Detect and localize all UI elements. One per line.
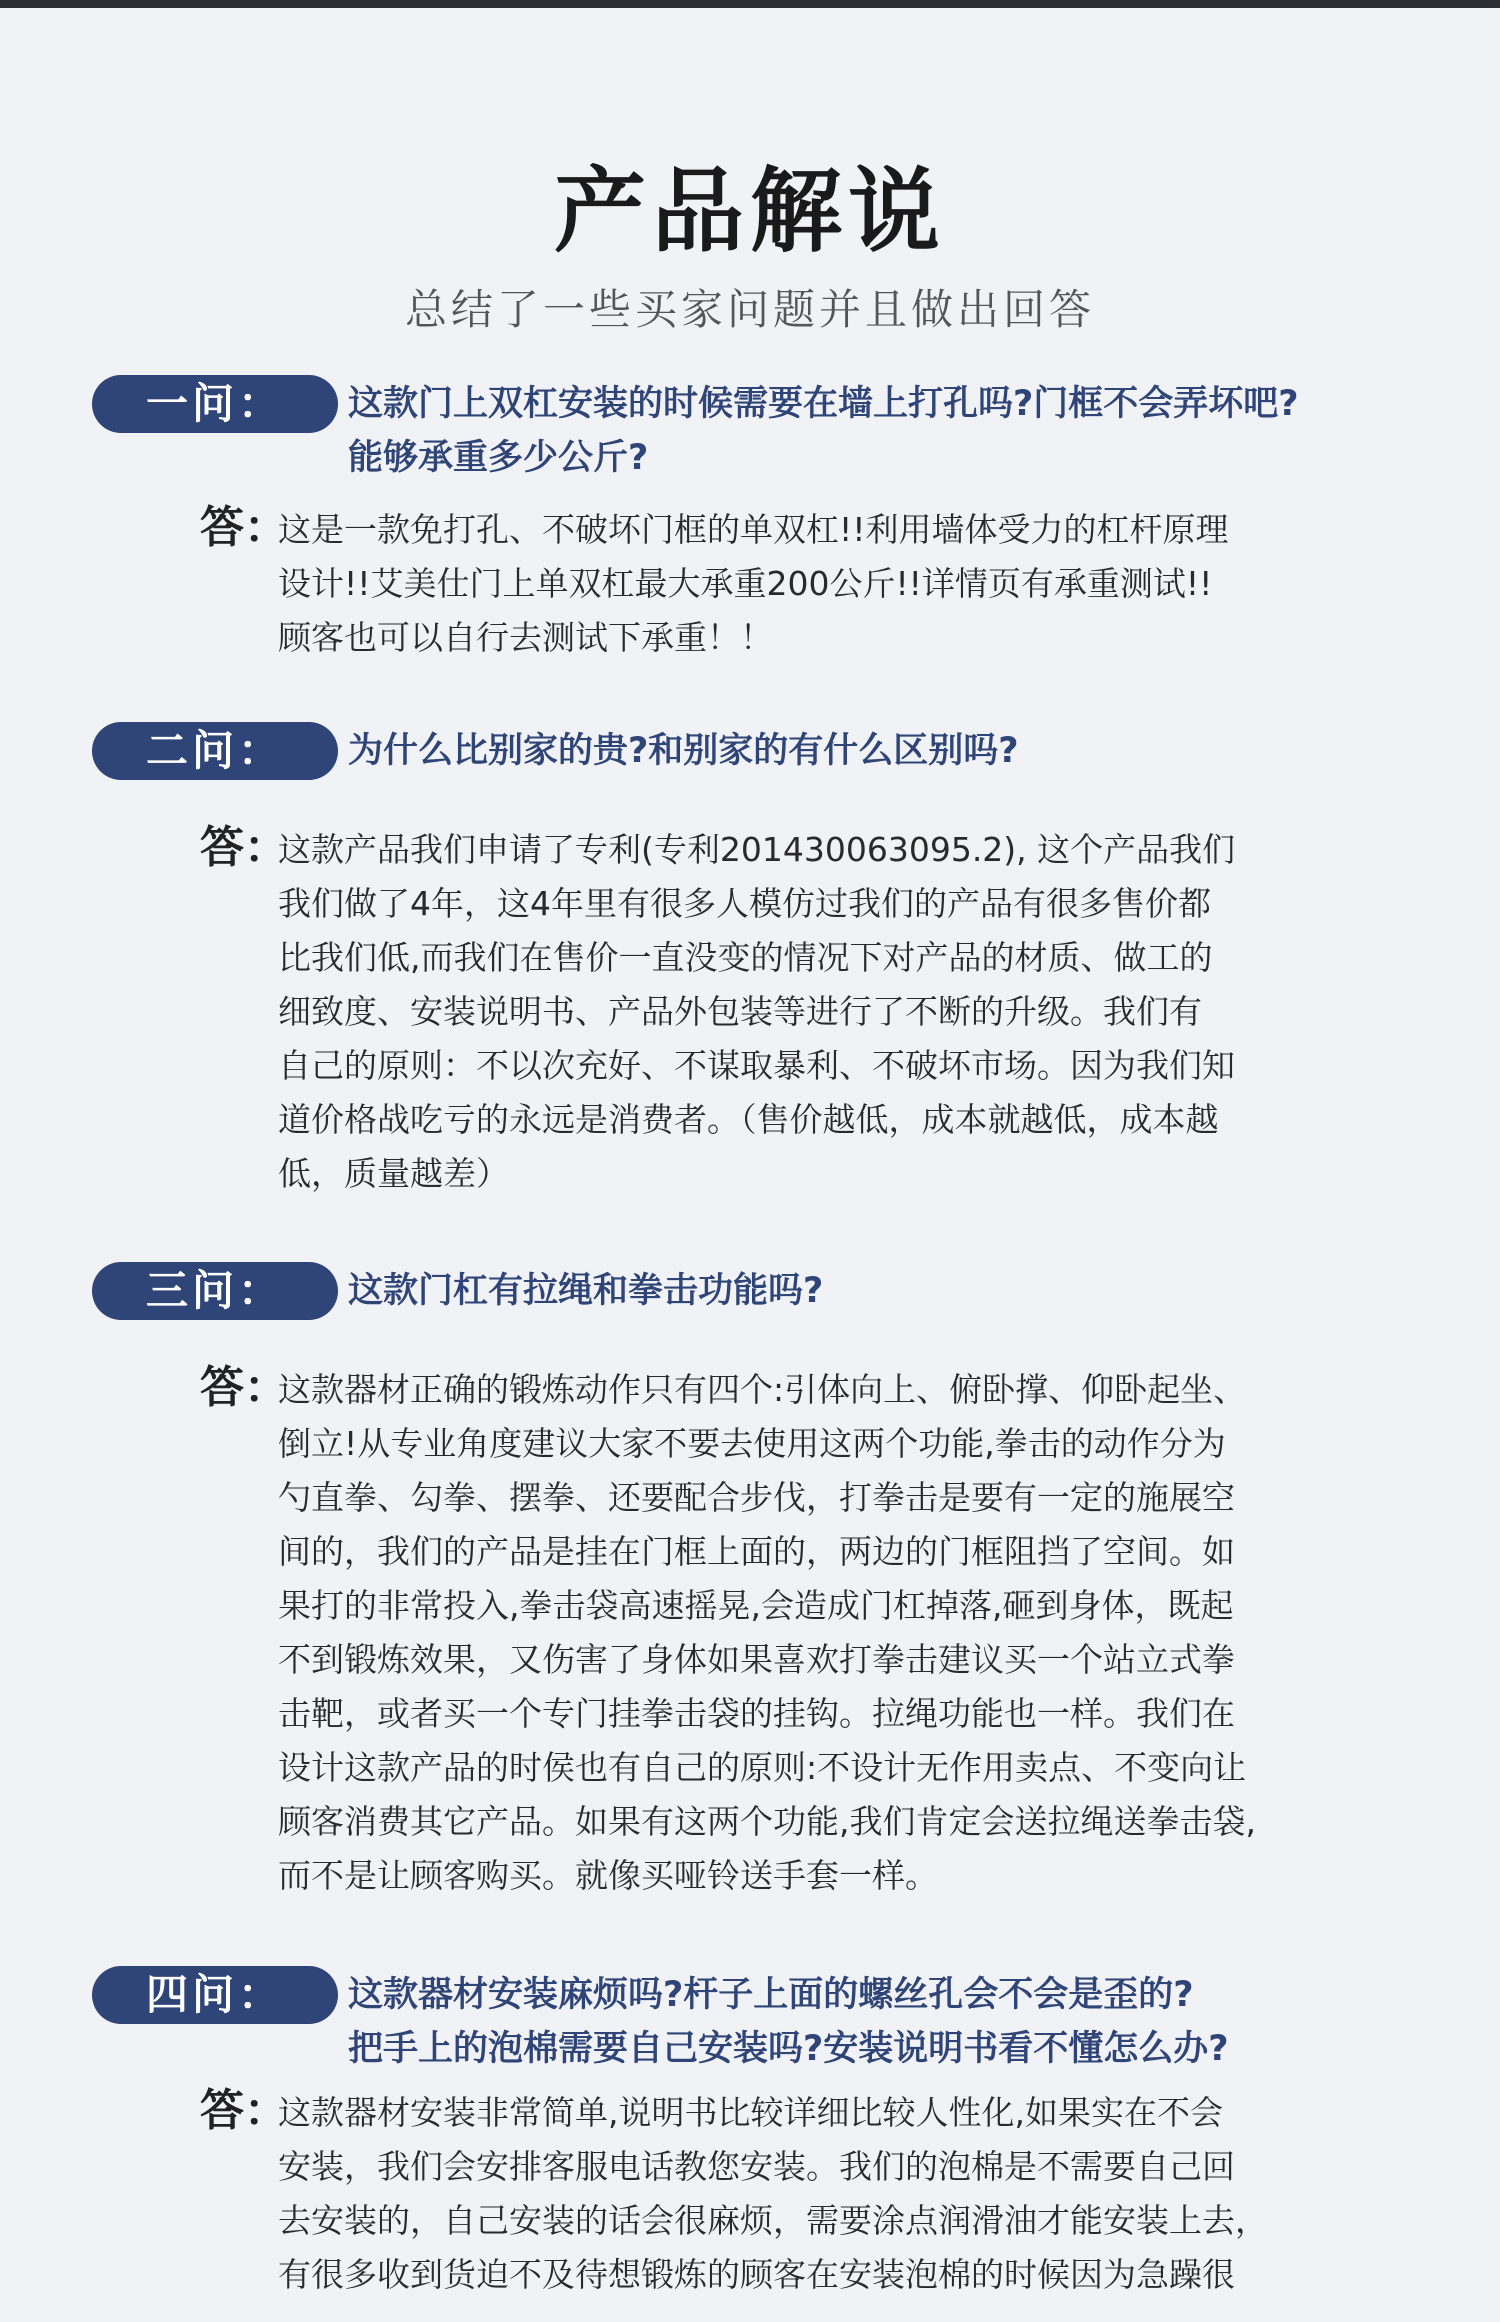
question-line: 这款器材安装麻烦吗?杆子上面的螺丝孔会不会是歪的?	[348, 1975, 1194, 2015]
question-line: 把手上的泡棉需要自己安装吗?安装说明书看不懂怎么办?	[348, 2029, 1229, 2069]
answer-line: 这款器材安装非常简单,说明书比较详细比较人性化,如果实在不会	[278, 2093, 1223, 2132]
answer-line: 这款产品我们申请了专利(专利201430063095.2), 这个产品我们	[278, 830, 1236, 869]
answer-label: 答：	[200, 1362, 288, 1413]
answer-line: 果打的非常投入,拳击袋高速摇晃,会造成门杠掉落,砸到身体，既起	[278, 1586, 1234, 1625]
answer-label: 答：	[200, 502, 288, 553]
answer-line: 我们做了4年，这4年里有很多人模仿过我们的产品有很多售价都	[278, 884, 1211, 923]
answer-text	[278, 1363, 1428, 1903]
answer-line: 设计这款产品的时侯也有自己的原则:不设计无作用卖点、不变向让	[278, 1748, 1247, 1787]
answer-line: 细致度、安装说明书、产品外包装等进行了不断的升级。我们有	[278, 992, 1202, 1031]
question-tag: 四问：	[92, 1966, 338, 2024]
answer-line: 击靶，或者买一个专门挂拳击袋的挂钩。拉绳功能也一样。我们在	[278, 1694, 1235, 1733]
question-text	[348, 724, 1428, 778]
answer-text	[278, 823, 1428, 1201]
answer-line: 自己的原则：不以次充好、不谋取暴利、不破坏市场。因为我们知	[278, 1046, 1235, 1085]
answer-line: 勺直拳、勾拳、摆拳、还要配合步伐，打拳击是要有一定的施展空	[278, 1478, 1235, 1517]
answer-line: 安装，我们会安排客服电话教您安装。我们的泡棉是不需要自己回	[278, 2147, 1235, 2186]
answer-line: 这款器材正确的锻炼动作只有四个:引体向上、俯卧撑、仰卧起坐、	[278, 1370, 1247, 1409]
top-edge-bar	[0, 0, 1500, 8]
answer-text	[278, 2086, 1428, 2302]
page-title: 产品解说	[553, 158, 946, 265]
page-subtitle: 总结了一些买家问题并且做出回答	[404, 285, 1095, 334]
answer-line: 顾客也可以自行去测试下承重！！	[278, 618, 773, 657]
question-text	[348, 1264, 1428, 1318]
answer-line: 设计!!艾美仕门上单双杠最大承重200公斤!!详情页有承重测试!!	[278, 564, 1213, 603]
answer-line: 去安装的，自己安装的话会很麻烦，需要涂点润滑油才能安装上去，	[278, 2201, 1268, 2240]
question-text	[348, 1968, 1428, 2076]
question-line: 这款门上双杠安装的时候需要在墙上打孔吗?门框不会弄坏吧?	[348, 384, 1299, 424]
answer-line: 低，质量越差）	[278, 1154, 509, 1193]
answer-line: 比我们低,而我们在售价一直没变的情况下对产品的材质、做工的	[278, 938, 1213, 977]
answer-line: 不到锻炼效果，又伤害了身体如果喜欢打拳击建议买一个站立式拳	[278, 1640, 1235, 1679]
answer-line: 倒立!从专业角度建议大家不要去使用这两个功能,拳击的动作分为	[278, 1424, 1226, 1463]
answer-label: 答：	[200, 822, 288, 873]
question-tag: 二问：	[92, 722, 338, 780]
question-line: 这款门杠有拉绳和拳击功能吗?	[348, 1271, 824, 1311]
answer-line: 这是一款免打孔、不破坏门框的单双杠!!利用墙体受力的杠杆原理	[278, 510, 1229, 549]
answer-line: 有很多收到货迫不及待想锻炼的顾客在安装泡棉的时候因为急躁很	[278, 2255, 1235, 2294]
answer-text	[278, 503, 1428, 665]
question-tag: 三问：	[92, 1262, 338, 1320]
answer-label: 答：	[200, 2085, 288, 2136]
answer-line: 道价格战吃亏的永远是消费者。（售价越低，成本就越低，成本越	[278, 1100, 1219, 1139]
question-text	[348, 377, 1428, 485]
question-line: 能够承重多少公斤?	[348, 438, 649, 478]
question-tag: 一问：	[92, 375, 338, 433]
answer-line: 而不是让顾客购买。就像买哑铃送手套一样。	[278, 1856, 938, 1895]
answer-line: 顾客消费其它产品。如果有这两个功能,我们肯定会送拉绳送拳击袋,	[278, 1802, 1256, 1841]
answer-line: 间的，我们的产品是挂在门框上面的，两边的门框阻挡了空间。如	[278, 1532, 1235, 1571]
question-line: 为什么比别家的贵?和别家的有什么区别吗?	[348, 731, 1019, 771]
